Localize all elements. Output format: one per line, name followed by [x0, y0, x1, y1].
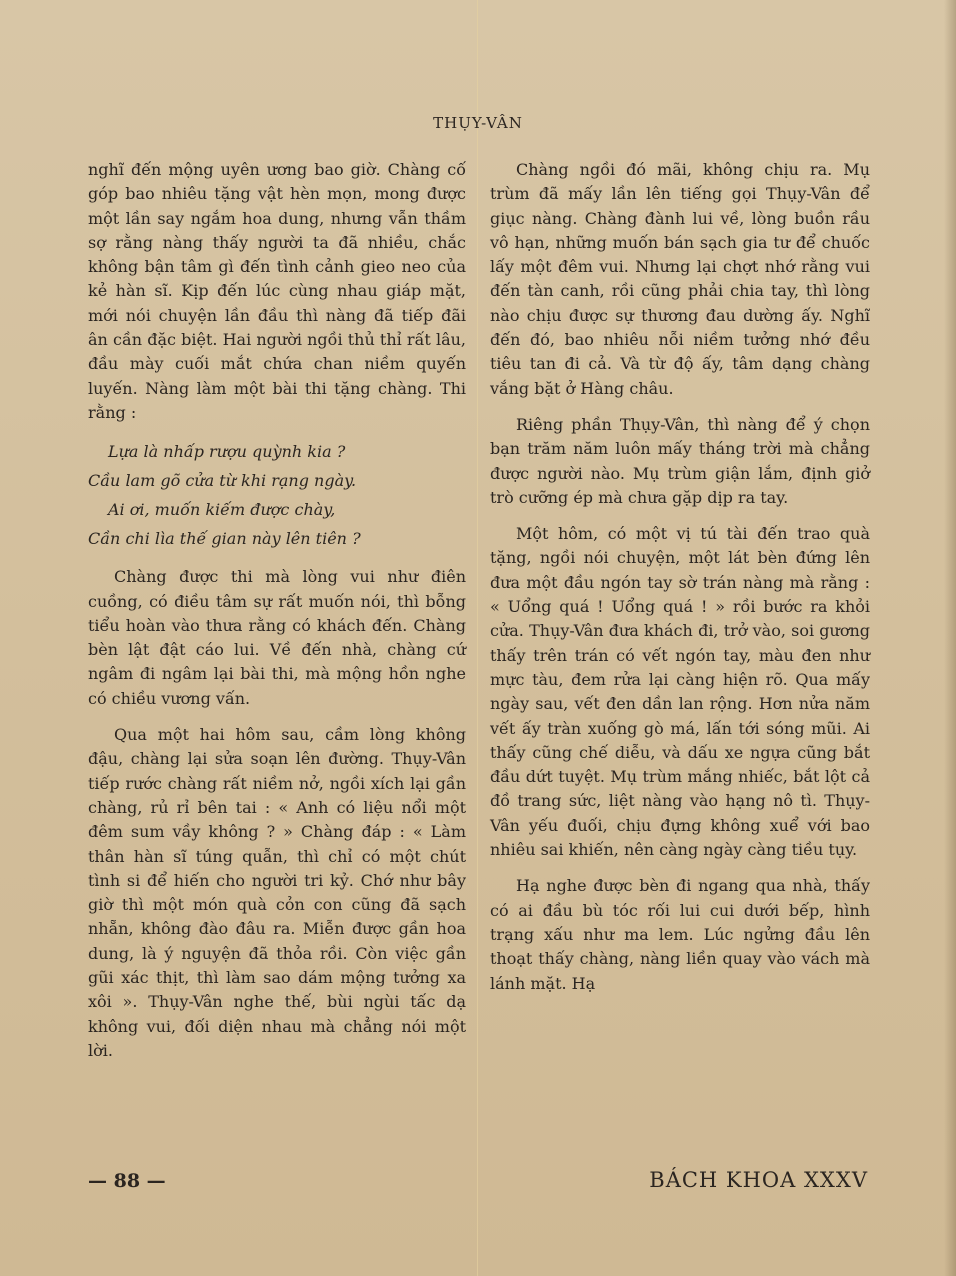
paragraph: nghĩ đến mộng uyên ương bao giờ. Chàng cố góp bao nhiêu tặng vật hèn mọn, mong được một lần say ngắm hoa dung, nhưng vẫn thầm sợ rằng nàng thấy người ta đã nhiều, chắc không bận tâm gì đến tình cảnh gieo neo của kẻ hàn sĩ. Kịp đến lúc cùng nhau giáp mặt, mới nói chuyện lần đầu thì nàng đã tiếp đãi ân cần đặc biệt. Hai người ngồi thủ thỉ rất lâu, đầu mày cuối mắt chứa chan niềm quyến luyến. Nàng làm một bài thi tặng chàng. Thi rằng : [88, 160, 466, 422]
page-edge [944, 0, 956, 1276]
left-column [88, 158, 466, 1075]
journal-title: BÁCH KHOA XXXV [649, 1168, 868, 1192]
poem-line: Cầu lam gõ cửa từ khi rạng ngày. [88, 471, 357, 491]
running-header: THỤY-VÂN [433, 114, 523, 132]
paragraph: Hạ nghe được bèn đi ngang qua nhà, thấy có ai đầu bù tóc rối lui cui dưới bếp, hình trạng xấu như ma lem. Lúc ngửng đầu lên thoạt thấy chàng, nàng liền quay vào vách mà lánh mặt. Hạ [490, 876, 870, 993]
poem-line: Cần chi lìa thế gian này lên tiên ? [88, 529, 361, 549]
poem-line: Lựa là nhấp rượu quỳnh kia ? [108, 442, 346, 462]
page-fold [477, 0, 478, 1276]
poem [88, 437, 466, 553]
right-column [490, 158, 870, 1008]
paragraph: Một hôm, có một vị tú tài đến trao quà tặng, ngồi nói chuyện, một lát bèn đứng lên đưa một đầu ngón tay sờ trán nàng mà rằng : « Uổng quá ! Uổng quá ! » rồi bước ra khỏi cửa. Thụy-Vân đưa khách đi, trở vào, soi gương thấy trên trán có vết ngón tay, màu đen như mực tàu, đem rửa lại càng hiện rõ. Qua mấy ngày sau, vết đen dần lan rộng. Hơn nửa năm vết ấy tràn xuống gò má, lấn tới sóng mũi. Ai thấy cũng chế diễu, và dấu xe ngựa cũng bắt đầu dứt tuyệt. Mụ trùm mắng nhiếc, bắt lột cả đồ trang sức, liệt nàng vào hạng nô tì. Thụy-Vân yếu đuối, chịu đựng không xuể với bao nhiêu sai khiến, nên càng ngày càng tiều tụy. [490, 524, 870, 860]
paragraph: Chàng được thi mà lòng vui như điên cuồng, có điều tâm sự rất muốn nói, thì bỗng tiểu hoàn vào thưa rằng có khách đến. Chàng bèn lật đật cáo lui. Về đến nhà, chàng cứ ngâm đi ngâm lại bài thi, mà mộng hồn nghe có chiều vương vấn. [88, 567, 466, 708]
page-number: — 88 — [88, 1170, 166, 1192]
poem-line: Ai ơi, muốn kiếm được chày, [108, 500, 336, 520]
paragraph: Chàng ngồi đó mãi, không chịu ra. Mụ trùm đã mấy lần lên tiếng gọi Thụy-Vân để giục nàng. Chàng đành lui về, lòng buồn rầu vô hạn, những muốn bán sạch gia tư để chuốc lấy một đêm vui. Nhưng lại chợt nhớ rằng vui đến tàn canh, rồi cũng phải chia tay, thì lòng nào chịu được sự thương đau dường ấy. Nghĩ đến đó, bao nhiêu nỗi niềm tưởng nhớ đều tiêu tan đi cả. Và từ độ ấy, tâm dạng chàng vắng bặt ở Hàng châu. [490, 160, 870, 398]
paragraph: Riêng phần Thụy-Vân, thì nàng để ý chọn bạn trăm năm luôn mấy tháng trời mà chẳng được người nào. Mụ trùm giận lắm, định giở trò cưỡng ép mà chưa gặp dịp ra tay. [490, 414, 870, 507]
paragraph: Qua một hai hôm sau, cầm lòng không đậu, chàng lại sửa soạn lên đường. Thụy-Vân tiếp rước chàng rất niềm nở, ngồi xích lại gần chàng, rủ rỉ bên tai : « Anh có liệu nổi một đêm sum vầy không ? » Chàng đáp : « Làm thân hàn sĩ túng quẫn, thì chỉ có một chút tình si để hiến cho người tri kỷ. Chớ như bây giờ thì một món quà cỏn con cũng đã sạch nhẵn, không đào đâu ra. Miễn được gần hoa dung, là ý nguyện đã thỏa rồi. Còn việc gần gũi xác thịt, thì làm sao dám mộng tưởng xa xôi ». Thụy-Vân nghe thế, bùi ngùi tấc dạ không vui, đối diện nhau mà chẳng nói một lời. [88, 725, 466, 1060]
